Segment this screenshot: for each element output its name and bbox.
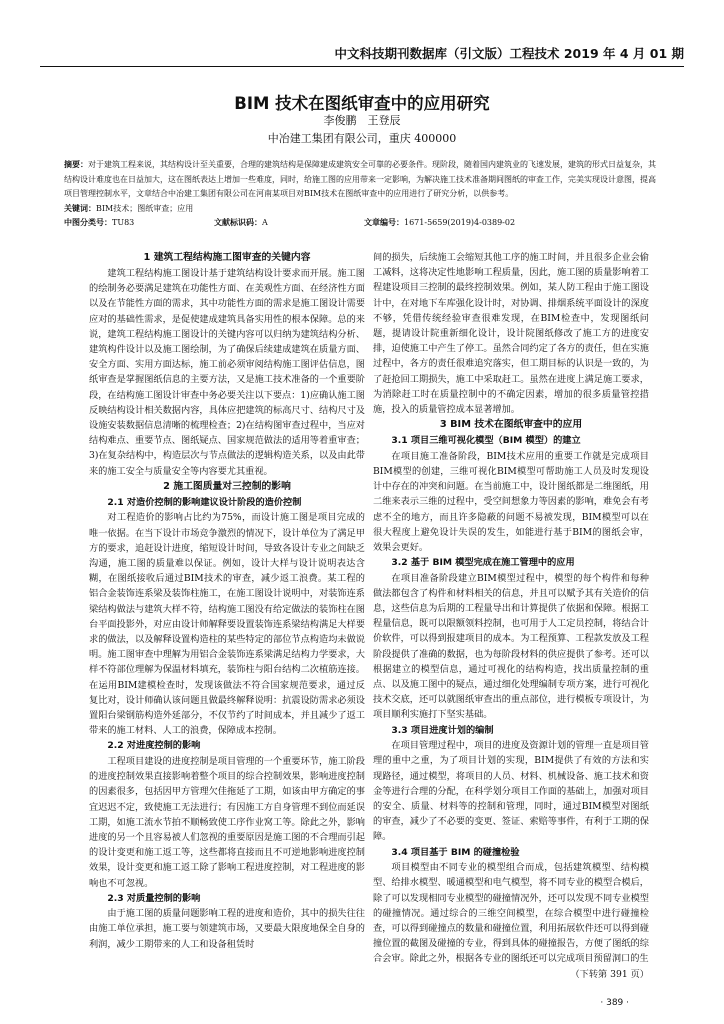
section-2-3-heading: 2.3 对质量控制的影响 [107,892,201,904]
section-2-1-heading: 2.1 对造价控制的影响建议设计阶段的造价控制 [107,496,302,508]
section-1-paragraph: 建筑工程结构施工图设计基于建筑结构设计要求而开展。施工图的绘制务必要满足建筑在功能性方面、在美观性方面、在经济性方面以及在节能性方面的需求，其中功能性方面的需求是施工图设计需要应对的基础性需求，是促使建成建筑具备实用性的根本保障。总的来说，建筑工程结构施工图设计的关键内容可以归纳为建筑结构分析、建筑构件设计以及施工图绘制，为了确保后续建成建筑在质量方面、安全方面、实用方面达标，施工前必须审阅结构施工图评估信息，图纸审查是掌握图纸信息的主要方法，又是施工技术准备的一个重要阶段，在结构施工图设计审查中务必要关注以下要点：1)应确认施工图反映结构设计相关数据内容，具体应把建筑的标高尺寸、结构尺寸及设施安装数据信息清晰的梳理检查；2)在结构图审查过程中，当应对结构难点、重要节点、图纸疑点、国家规范做法的适用等着重审查；3)在复杂结构中，构造层次与节点做法的逻辑构造关系，以及由此带来的施工安全与质量安全等内容要尤其重视。 [89,268,365,477]
abstract [64,158,660,202]
section-2-1-paragraph: 对工程造价的影响占比约为75%，而设计施工图是项目完成的唯一依据。在当下设计市场竞争激烈的情况下，设计单位为了满足甲方的要求，追赶设计进度，缩短设计时间，导致各设计专业之间缺乏沟通，施工图的质量难以保证。例如，设计大样与设计说明表达含糊，在图纸接收后通过BIM技术的审查，减少返工浪费。某工程的铝合金装饰连系梁及装饰柱施工，在施工图设计说明中，对装饰连系梁结构做法与建筑大样不符，结构施工图没有给定做法的装饰柱在图台平面投影外，对应由设计师解释要设置装饰连系梁结构满足大样要求的做法，以及解释设置构造柱的某些特定的部位节点构造均未做说明。施工图审查中理解为用铝合金装饰连系梁满足结构力学要求，大样不符部位理解为保温材料填充，装饰柱与阳台结构二次植筋连接。在运用BIM建模检查时，发现该做法不符合国家规范要求，通过反复比对，设计师确认该问题且做最终解释说明：抗震设防需求必须设置阳台梁钢筋构造外延部分，不仅节约了时间成本，并且减少了返工带来的施工材料、人工的浪费，保障成本控制。 [89,512,365,737]
section-2-2-paragraph: 工程项目建设的进度控制是项目管理的一个重要环节，施工阶段的进度控制效果直接影响着整个项目的综合控制效果，影响进度控制的因素很多，包括因甲方管理欠佳拖延了工期，如该由甲方确定的事宜迟迟不定，致使施工无法进行；有因施工方自身管理不到位而延误工期，如施工流水节拍不顺畅致使工序作业窝工等。除此之外，影响进度的另一个且容易被人们忽视的重要原因是施工图的不合理而引起的设计变更和施工返工等，这些都将直接而且不可逆地影响进度控制效果，设计变更和施工返工除了影响工程进度控制，对工程进度的影响也不可忽视。 [89,755,365,889]
section-2-3-paragraph: 由于施工图的质量问题影响工程的进度和造价，其中的损失往往由施工单位承担，施工要与领建筑市场，又要最大限度地保全自身的利润，减少工期带来的人工和设备租赁时 [89,908,365,950]
section-2-2-heading: 2.2 对进度控制的影响 [107,740,201,752]
keywords-label: 关键词： [64,203,96,213]
article-label: 文章编号： [364,218,404,227]
continued-note: （下转第 391 页） [570,968,649,980]
section-3-3-paragraph: 在项目管理过程中，项目的进度及资源计划的管理一直是项目管理的重中之重，为了项目计划的实现，BIM提供了有效的方法和实现路径，通过模型，将项目的人员、材料、机械设备、施工技术和资金等进行合理的分配，在科学划分项目工作面的基础上，加强对项目的安全、质量、材料等的控制和管理，同时，通过BIM模型对图纸的审查，减少了不必要的变更、签证、索赔等事件，有利于工期的保障。 [373,740,649,843]
abstract-block [64,158,660,231]
page-number: · 389 · [600,998,629,1008]
section-3-4-text: 项目模型由不同专业的模型组合而成，包括建筑模型、结构模型、给排水模型、暖通模型和电气模型，将不同专业的模型合模后，除了可以发现相同专业模型的碰撞情况外，还可以发现不同专业模型的碰撞情况。通过综合的三维空间模型，在综合模型中进行碰撞检查，可以得到碰撞点的数量和碰撞位置，利用拓展软件还可以得到碰撞位置的截图及碰撞的专业，得到具体的碰撞报告，方便了图纸的综合会审。除此之外，根据各专业的图纸还可以完成项目预留洞口的生 [373,862,649,965]
section-3-1-paragraph: 在项目施工准备阶段，BIM技术应用的重要工作就是完成项目BIM模型的创建，三维可视化BIM模型可帮助施工人员及时发现设计中存在的冲突和问题。在当前施工中，设计图纸都是二维图纸，用二维来表示三维的过程中，受空间想象力等因素的影响，难免会有考虑不全的地方，而且许多隐蔽的问题不易被发现，BIM模型可以在很大程度上避免设计失误的发生，如能进行基于BIM的图纸会审，效果会更好。 [373,450,649,553]
section-3-4-heading: 3.4 项目基于 BIM 的碰撞检验 [391,846,520,858]
left-column [89,250,365,952]
section-3-2-paragraph: 在项目准备阶段建立BIM模型过程中，模型的每个构件和每种做法都包含了构件和材料相关的信息，并且可以赋予其有关造价的信息，这些信息为后期的工程量导出和计算提供了依据和保障。根据工程量信息，既可以限额领料控制，也可用于人工定员控制，将结合计价软件，可以得到报建项目的成本。为工程预算、工程款发放及工程阶段提供了准确的数据，也为每阶段材料的供应提供了参考。还可以根据建立的模型信息，通过可视化的结构构造，找出质量控制的重点、以及施工图中的疑点，通过细化处理编制专项方案，进行可视化技术交底，还可以就图纸审查出的重点部位，进行模板专项设计，为项目顺利实施打下坚实基础。 [373,572,649,721]
section-1-heading: 1 建筑工程结构施工图审查的关键内容 [143,252,311,263]
doc-label: 文献标识码： [214,218,262,227]
article-value: 1671-5659(2019)4-0389-02 [404,218,516,227]
section-3-1-heading: 3.1 项目三维可视化模型（BIM 模型）的建立 [391,435,581,447]
right-column [373,250,649,982]
paper-title: BIM 技术在图纸审查中的应用研究 [234,94,490,113]
journal-header: 中文科技期刊数据库（引文版）工程技术 2019 年 4 月 01 期 [334,46,684,61]
cls-value: TU83 [112,218,135,227]
paper-affiliation: 中冶建工集团有限公司，重庆 400000 [267,132,457,145]
classification-row [64,216,660,231]
abstract-text: 对于建筑工程来说，其结构设计至关重要，合理的建筑结构是保障建成建筑安全可靠的必要条件。现阶段，随着国内建筑业的飞速发展，建筑的形式日益复杂，其结构设计难度也在日益加大，这在图纸表达上增加一些难度，同时，给施工图的应用带来一定影响，为解决施工技术准备期间图纸的审查工作，完美实现设计意图，提高项目管理控制水平，文章结合中冶建工集团有限公司在河南某项目对BIM技术在图纸审查中的应用进行了研究分析，以供参考。 [64,160,656,198]
header-rule [40,66,684,67]
section-3-3-heading: 3.3 项目进度计划的编制 [391,724,494,736]
section-3-heading: 3 BIM 技术在图纸审查中的应用 [439,419,583,431]
section-2-3-continued: 间的损失，后续施工会缩短其他工序的施工时间，并且很多企业会偷工减料，这将决定性地影响工程质量，因此，施工图的质量影响着工程建设项目三控制的最终控制效果。例如，某人防工程由于施工图设计中，在对地下车库强化设计时，对协调、排烟系统平面设计的深度不够，凭借传统经验审查很难发现，在BIM检查中，发现图纸问题，提请设计院重新细化设计，设计院图纸修改了施工方的进度安排，迫使施工中产生了停工。虽然合同约定了各方的责任，但在实施过程中，各方的责任很难追究落实，但工期目标的认识是一致的，为了赶抢回工期损失，施工中采取赶工。虽然在进度上满足施工要求，为消除赶工时在质量控制中的不确定因素，增加的很多质量管控措施，投入的质量管控成本显著增加。 [373,252,649,416]
keywords [64,202,660,217]
abstract-label: 摘要： [64,160,88,169]
cls-label: 中图分类号： [64,218,112,227]
section-2-heading: 2 施工图质量对三控制的影响 [163,480,291,492]
doc-value: A [262,218,268,227]
keywords-text: BIM技术；图纸审查；应用 [96,203,194,213]
section-3-2-heading: 3.2 基于 BIM 模型完成在施工管理中的应用 [391,557,575,569]
paper-authors: 李俊鹏 王登辰 [323,114,401,127]
section-3-4-paragraph [373,860,649,980]
